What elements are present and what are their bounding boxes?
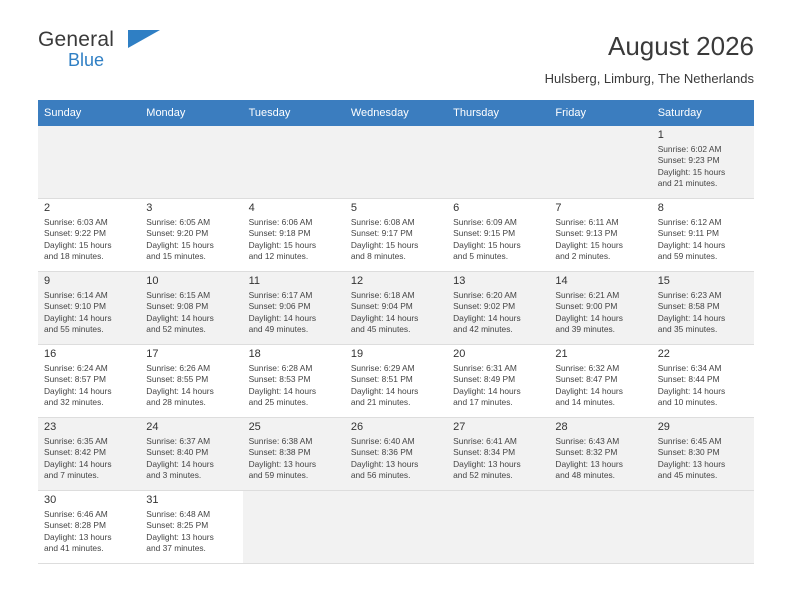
- weekday-header-sunday: Sunday: [38, 100, 140, 126]
- day-detail-line: Daylight: 14 hours: [44, 458, 112, 469]
- day-details: [38, 436, 140, 486]
- day-detail-line: Daylight: 15 hours: [146, 239, 214, 250]
- day-detail-line: Sunset: 8:34 PM: [453, 447, 516, 458]
- day-detail-line: and 28 minutes.: [146, 397, 206, 408]
- day-number: 4: [248, 202, 255, 214]
- day-details: [652, 290, 754, 340]
- page-subtitle: Hulsberg, Limburg, The Netherlands: [544, 71, 754, 86]
- day-detail-line: Sunrise: 6:28 AM: [248, 363, 313, 373]
- day-detail-line: Sunrise: 6:41 AM: [453, 436, 517, 446]
- day-details: [345, 363, 447, 413]
- day-detail-line: Sunrise: 6:17 AM: [248, 290, 313, 300]
- day-number: 14: [555, 275, 568, 287]
- day-detail-line: Sunset: 9:02 PM: [453, 301, 516, 312]
- day-detail-line: and 21 minutes.: [657, 178, 718, 189]
- day-detail-line: Sunset: 8:49 PM: [453, 374, 516, 385]
- day-number: 30: [44, 494, 57, 506]
- day-detail-line: and 17 minutes.: [453, 397, 513, 408]
- day-number: 3: [146, 202, 153, 214]
- day-detail-line: Sunset: 9:10 PM: [44, 301, 106, 312]
- day-details: [140, 363, 242, 413]
- day-detail-line: and 14 minutes.: [555, 397, 616, 408]
- day-detail-line: Daylight: 14 hours: [44, 312, 112, 323]
- calendar-day-cell[interactable]: [345, 272, 447, 345]
- calendar-day-cell[interactable]: [652, 272, 754, 345]
- day-detail-line: Sunrise: 6:48 AM: [146, 509, 211, 519]
- day-detail-line: Sunrise: 6:20 AM: [453, 290, 517, 300]
- calendar-day-cell[interactable]: [652, 345, 754, 418]
- day-detail-line: Daylight: 15 hours: [657, 166, 726, 177]
- day-number: 25: [248, 421, 261, 433]
- day-details: [549, 363, 651, 413]
- day-detail-line: Daylight: 14 hours: [146, 458, 214, 469]
- day-details: [243, 436, 345, 486]
- day-details: [652, 436, 754, 486]
- calendar-day-cell[interactable]: [38, 491, 140, 564]
- day-detail-line: Sunrise: 6:29 AM: [350, 363, 415, 373]
- weekday-header-thursday: Thursday: [447, 100, 549, 126]
- day-detail-line: and 5 minutes.: [453, 251, 509, 262]
- calendar-day-cell[interactable]: [549, 272, 651, 345]
- calendar-cell-empty: [140, 126, 242, 199]
- day-detail-line: and 49 minutes.: [248, 324, 309, 335]
- day-detail-line: Sunrise: 6:35 AM: [44, 436, 108, 446]
- calendar-day-cell[interactable]: [447, 345, 549, 418]
- day-detail-line: Sunset: 9:15 PM: [453, 228, 516, 239]
- day-detail-line: and 32 minutes.: [44, 397, 104, 408]
- calendar-cell-empty: [447, 491, 549, 564]
- day-detail-line: Sunrise: 6:12 AM: [657, 217, 722, 227]
- page-title: August 2026: [607, 31, 754, 61]
- calendar-day-cell[interactable]: [140, 272, 242, 345]
- logo: [38, 28, 168, 74]
- day-detail-line: and 35 minutes.: [657, 324, 718, 335]
- day-detail-line: and 42 minutes.: [453, 324, 513, 335]
- day-number: 19: [350, 348, 364, 360]
- day-details: [345, 290, 447, 340]
- day-detail-line: Sunset: 8:42 PM: [44, 447, 106, 458]
- calendar-cell-empty: [549, 491, 651, 564]
- day-detail-line: Sunrise: 6:18 AM: [350, 290, 415, 300]
- day-detail-line: Daylight: 14 hours: [146, 312, 214, 323]
- day-detail-line: Daylight: 14 hours: [657, 239, 726, 250]
- calendar-day-cell[interactable]: [243, 199, 345, 272]
- day-number: 9: [44, 275, 51, 287]
- day-detail-line: and 48 minutes.: [555, 470, 616, 481]
- day-detail-line: Daylight: 15 hours: [44, 239, 112, 250]
- calendar-cell-empty: [447, 126, 549, 199]
- day-detail-line: Daylight: 15 hours: [555, 239, 623, 250]
- day-number: 23: [44, 421, 57, 433]
- day-details: [549, 436, 651, 486]
- day-detail-line: Sunset: 9:23 PM: [657, 155, 720, 166]
- day-detail-line: Sunset: 9:17 PM: [350, 228, 413, 239]
- day-detail-line: Daylight: 14 hours: [657, 312, 726, 323]
- calendar-day-cell[interactable]: [447, 199, 549, 272]
- calendar-cell-empty: [549, 126, 651, 199]
- day-details: [140, 436, 242, 486]
- day-details: [447, 436, 549, 486]
- day-details: [652, 144, 754, 194]
- day-number: 31: [146, 494, 159, 506]
- day-detail-line: and 3 minutes.: [146, 470, 202, 481]
- day-details: [243, 217, 345, 267]
- day-details: [549, 290, 651, 340]
- day-detail-line: Sunrise: 6:02 AM: [657, 144, 722, 154]
- day-detail-line: and 12 minutes.: [248, 251, 309, 262]
- calendar-day-cell[interactable]: [243, 272, 345, 345]
- day-detail-line: Daylight: 15 hours: [248, 239, 317, 250]
- day-detail-line: and 7 minutes.: [44, 470, 99, 481]
- calendar-day-cell[interactable]: [38, 272, 140, 345]
- calendar-day-cell[interactable]: [345, 345, 447, 418]
- day-detail-line: Sunset: 9:08 PM: [146, 301, 209, 312]
- weekday-header-saturday: Saturday: [652, 100, 754, 126]
- flag-icon: [128, 30, 160, 48]
- day-detail-line: Sunset: 8:36 PM: [350, 447, 413, 458]
- day-number: 24: [146, 421, 159, 433]
- day-detail-line: Sunset: 8:38 PM: [248, 447, 311, 458]
- weekday-header-tuesday: Tuesday: [243, 100, 345, 126]
- day-detail-line: Sunset: 9:06 PM: [248, 301, 311, 312]
- day-detail-line: Daylight: 13 hours: [350, 458, 419, 469]
- day-number: 2: [44, 202, 51, 214]
- day-detail-line: Sunrise: 6:21 AM: [555, 290, 620, 300]
- day-detail-line: and 15 minutes.: [146, 251, 206, 262]
- day-details: [652, 217, 754, 267]
- day-detail-line: Daylight: 15 hours: [350, 239, 419, 250]
- day-number: 16: [44, 348, 57, 360]
- day-details: [243, 363, 345, 413]
- day-details: [447, 290, 549, 340]
- day-detail-line: Daylight: 13 hours: [453, 458, 521, 469]
- calendar-day-cell[interactable]: [345, 418, 447, 491]
- calendar-cell-empty: [345, 491, 447, 564]
- day-detail-line: Sunset: 8:57 PM: [44, 374, 106, 385]
- day-number: 1: [657, 129, 664, 141]
- day-detail-line: and 39 minutes.: [555, 324, 616, 335]
- day-detail-line: Daylight: 14 hours: [555, 385, 623, 396]
- calendar-week-row: [38, 199, 754, 272]
- day-detail-line: Sunset: 8:47 PM: [555, 374, 618, 385]
- day-detail-line: and 45 minutes.: [657, 470, 718, 481]
- day-details: [243, 290, 345, 340]
- calendar-day-cell[interactable]: [38, 418, 140, 491]
- day-detail-line: and 56 minutes.: [350, 470, 411, 481]
- day-detail-line: Daylight: 14 hours: [350, 312, 419, 323]
- day-details: [38, 363, 140, 413]
- day-number: 18: [248, 348, 261, 360]
- day-detail-line: Sunrise: 6:26 AM: [146, 363, 211, 373]
- day-detail-line: Sunset: 8:40 PM: [146, 447, 209, 458]
- day-details: [549, 217, 651, 267]
- day-detail-line: Sunrise: 6:03 AM: [44, 217, 108, 227]
- day-number: 26: [350, 421, 364, 433]
- title-block: [545, 28, 754, 90]
- day-detail-line: and 52 minutes.: [453, 470, 513, 481]
- day-detail-line: Sunset: 9:20 PM: [146, 228, 209, 239]
- calendar-week-row: [38, 491, 754, 564]
- calendar-day-cell[interactable]: [243, 418, 345, 491]
- day-detail-line: and 45 minutes.: [350, 324, 411, 335]
- day-detail-line: Sunset: 8:25 PM: [146, 520, 209, 531]
- day-detail-line: Sunset: 9:18 PM: [248, 228, 311, 239]
- day-detail-line: Daylight: 15 hours: [453, 239, 521, 250]
- day-detail-line: and 37 minutes.: [146, 543, 206, 554]
- calendar-day-cell[interactable]: [38, 345, 140, 418]
- calendar-day-cell[interactable]: [243, 345, 345, 418]
- day-number: 7: [555, 202, 562, 214]
- day-detail-line: and 41 minutes.: [44, 543, 104, 554]
- day-detail-line: Sunrise: 6:37 AM: [146, 436, 211, 446]
- day-detail-line: Daylight: 14 hours: [248, 312, 317, 323]
- logo-text-blue: Blue: [68, 50, 105, 70]
- day-detail-line: Sunrise: 6:32 AM: [555, 363, 620, 373]
- day-detail-line: and 21 minutes.: [350, 397, 411, 408]
- day-number: 11: [248, 275, 260, 287]
- calendar-day-cell[interactable]: [652, 418, 754, 491]
- calendar-cell-empty: [38, 126, 140, 199]
- day-detail-line: Sunset: 8:58 PM: [657, 301, 720, 312]
- day-detail-line: Sunrise: 6:23 AM: [657, 290, 722, 300]
- calendar-day-cell[interactable]: [652, 126, 754, 199]
- day-detail-line: and 18 minutes.: [44, 251, 104, 262]
- calendar-day-cell[interactable]: [140, 199, 242, 272]
- day-number: 22: [657, 348, 670, 360]
- day-details: [38, 290, 140, 340]
- day-detail-line: Sunset: 9:04 PM: [350, 301, 413, 312]
- day-number: 21: [555, 348, 568, 360]
- calendar-day-cell[interactable]: [447, 272, 549, 345]
- calendar-day-cell[interactable]: [345, 199, 447, 272]
- day-details: [652, 363, 754, 413]
- day-detail-line: and 25 minutes.: [248, 397, 309, 408]
- calendar-body: [38, 126, 754, 564]
- day-detail-line: and 2 minutes.: [555, 251, 611, 262]
- day-details: [447, 217, 549, 267]
- day-detail-line: and 10 minutes.: [657, 397, 718, 408]
- day-details: [140, 217, 242, 267]
- calendar-week-row: [38, 418, 754, 491]
- day-number: 5: [350, 202, 357, 214]
- day-detail-line: and 8 minutes.: [350, 251, 406, 262]
- day-detail-line: Sunset: 8:53 PM: [248, 374, 311, 385]
- day-detail-line: Sunset: 9:00 PM: [555, 301, 618, 312]
- calendar-cell-empty: [345, 126, 447, 199]
- calendar-day-cell[interactable]: [140, 418, 242, 491]
- day-detail-line: Daylight: 14 hours: [44, 385, 112, 396]
- day-detail-line: Sunrise: 6:06 AM: [248, 217, 313, 227]
- day-details: [447, 363, 549, 413]
- day-detail-line: Daylight: 14 hours: [146, 385, 214, 396]
- day-detail-line: Daylight: 13 hours: [44, 531, 112, 542]
- day-detail-line: Sunrise: 6:11 AM: [555, 217, 619, 227]
- weekday-header-friday: Friday: [549, 100, 651, 126]
- day-detail-line: Daylight: 14 hours: [453, 385, 521, 396]
- day-detail-line: Daylight: 14 hours: [453, 312, 521, 323]
- day-detail-line: Sunset: 8:30 PM: [657, 447, 720, 458]
- day-detail-line: Sunrise: 6:40 AM: [350, 436, 415, 446]
- calendar-day-cell[interactable]: [652, 199, 754, 272]
- calendar-day-cell[interactable]: [549, 199, 651, 272]
- day-number: 6: [453, 202, 460, 214]
- day-detail-line: Sunrise: 6:14 AM: [44, 290, 108, 300]
- day-detail-line: Daylight: 13 hours: [657, 458, 726, 469]
- day-detail-line: Daylight: 14 hours: [350, 385, 419, 396]
- calendar-day-cell[interactable]: [549, 418, 651, 491]
- day-number: 13: [453, 275, 466, 287]
- day-detail-line: Sunrise: 6:46 AM: [44, 509, 108, 519]
- day-detail-line: Sunrise: 6:31 AM: [453, 363, 517, 373]
- weekday-header-monday: Monday: [140, 100, 242, 126]
- day-detail-line: Sunset: 8:55 PM: [146, 374, 209, 385]
- weekday-header-wednesday: Wednesday: [345, 100, 447, 126]
- calendar-cell-empty: [652, 491, 754, 564]
- day-detail-line: Daylight: 14 hours: [555, 312, 623, 323]
- logo-text-general: General: [38, 28, 115, 51]
- day-detail-line: Daylight: 13 hours: [248, 458, 317, 469]
- calendar-day-cell[interactable]: [549, 345, 651, 418]
- day-detail-line: Sunset: 8:51 PM: [350, 374, 413, 385]
- page-header: [38, 28, 754, 90]
- day-details: [345, 436, 447, 486]
- day-details: [345, 217, 447, 267]
- day-detail-line: and 55 minutes.: [44, 324, 104, 335]
- calendar-week-row: [38, 126, 754, 199]
- day-number: 27: [453, 421, 466, 433]
- day-details: [38, 509, 140, 559]
- day-detail-line: Sunset: 8:28 PM: [44, 520, 106, 531]
- calendar-cell-empty: [243, 126, 345, 199]
- day-number: 20: [453, 348, 466, 360]
- day-detail-line: Sunrise: 6:43 AM: [555, 436, 620, 446]
- day-number: 28: [555, 421, 568, 433]
- calendar-day-cell[interactable]: [140, 345, 242, 418]
- day-detail-line: and 59 minutes.: [248, 470, 309, 481]
- day-details: [38, 217, 140, 267]
- day-detail-line: Sunrise: 6:34 AM: [657, 363, 722, 373]
- weekday-header-row: [38, 100, 754, 126]
- day-detail-line: Daylight: 14 hours: [657, 385, 726, 396]
- day-detail-line: Sunrise: 6:09 AM: [453, 217, 517, 227]
- day-detail-line: Sunrise: 6:24 AM: [44, 363, 108, 373]
- calendar-day-cell[interactable]: [140, 491, 242, 564]
- day-number: 15: [657, 275, 670, 287]
- calendar-day-cell[interactable]: [38, 199, 140, 272]
- calendar-week-row: [38, 345, 754, 418]
- day-detail-line: Sunrise: 6:38 AM: [248, 436, 313, 446]
- day-number: 29: [657, 421, 670, 433]
- day-detail-line: Sunset: 8:32 PM: [555, 447, 618, 458]
- day-detail-line: Sunset: 9:22 PM: [44, 228, 106, 239]
- day-detail-line: Daylight: 13 hours: [146, 531, 214, 542]
- day-detail-line: Sunrise: 6:15 AM: [146, 290, 211, 300]
- day-detail-line: and 52 minutes.: [146, 324, 206, 335]
- day-number: 12: [350, 275, 364, 287]
- day-detail-line: Daylight: 13 hours: [555, 458, 623, 469]
- calendar-week-row: [38, 272, 754, 345]
- day-detail-line: Daylight: 14 hours: [248, 385, 317, 396]
- day-detail-line: and 59 minutes.: [657, 251, 718, 262]
- day-number: 17: [146, 348, 159, 360]
- day-detail-line: Sunset: 8:44 PM: [657, 374, 720, 385]
- day-details: [140, 509, 242, 559]
- calendar-cell-empty: [243, 491, 345, 564]
- calendar-table: [38, 100, 754, 564]
- day-detail-line: Sunset: 9:11 PM: [657, 228, 719, 239]
- day-detail-line: Sunrise: 6:05 AM: [146, 217, 211, 227]
- day-detail-line: Sunrise: 6:08 AM: [350, 217, 415, 227]
- calendar-day-cell[interactable]: [447, 418, 549, 491]
- day-number: 10: [146, 275, 159, 287]
- day-details: [140, 290, 242, 340]
- day-number: 8: [657, 202, 664, 214]
- day-detail-line: Sunset: 9:13 PM: [555, 228, 618, 239]
- day-detail-line: Sunrise: 6:45 AM: [657, 436, 722, 446]
